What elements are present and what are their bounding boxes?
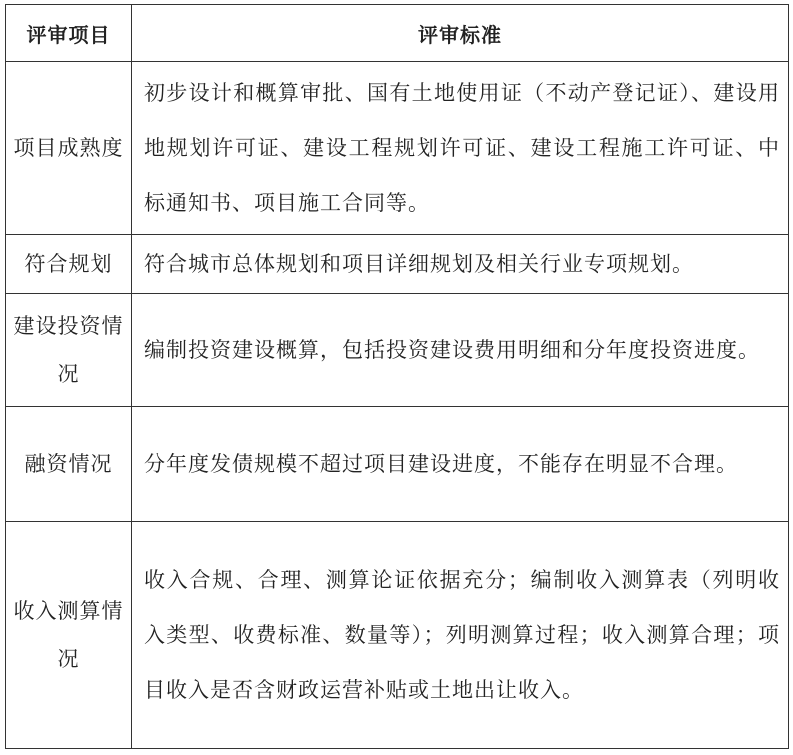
review-item-cell: 符合规划 [6, 235, 132, 294]
table-header-row [6, 5, 789, 62]
review-standard-cell: 初步设计和概算审批、国有土地使用证（不动产登记证）、建设用地规划许可证、建设工程规划许可证、建设工程施工许可证、中标通知书、项目施工合同等。 [132, 62, 789, 235]
review-item-cell: 融资情况 [6, 407, 132, 522]
review-standard-cell: 收入合规、合理、测算论证依据充分；编制收入测算表（列明收入类型、收费标准、数量等）；列明测算过程；收入测算合理；项目收入是否含财政运营补贴或土地出让收入。 [132, 522, 789, 749]
review-standard-cell: 编制投资建设概算，包括投资建设费用明细和分年度投资进度。 [132, 294, 789, 407]
table-row-planning-compliance [6, 235, 789, 294]
review-item-cell: 建设投资情况 [6, 294, 132, 407]
table-row-investment [6, 294, 789, 407]
table-row-revenue-estimate [6, 522, 789, 749]
table-row-financing [6, 407, 789, 522]
review-item-cell: 项目成熟度 [6, 62, 132, 235]
review-criteria-table [5, 4, 789, 749]
review-standard-cell: 符合城市总体规划和项目详细规划及相关行业专项规划。 [132, 235, 789, 294]
review-item-cell: 收入测算情况 [6, 522, 132, 749]
review-standard-cell: 分年度发债规模不超过项目建设进度，不能存在明显不合理。 [132, 407, 789, 522]
header-review-item: 评审项目 [6, 5, 132, 62]
table-row-project-maturity [6, 62, 789, 235]
header-review-standard: 评审标准 [132, 5, 789, 62]
